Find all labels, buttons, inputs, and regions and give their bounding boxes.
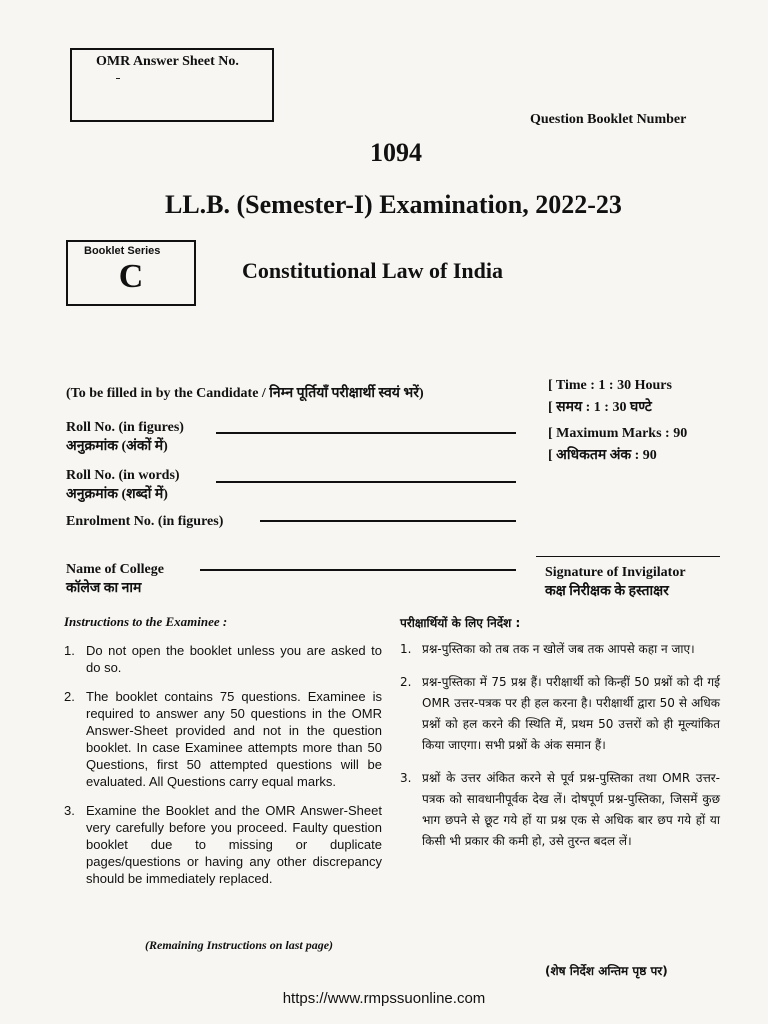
enrolment-label: Enrolment No. (in figures) xyxy=(66,514,224,529)
instruction-text: प्रश्न-पुस्तिका को तब तक न खोलें जब तक आपसे कहा न जाए। xyxy=(422,642,695,656)
roll-figures-field[interactable] xyxy=(216,432,516,434)
instruction-number: 1. xyxy=(64,643,75,658)
instruction-number: 3. xyxy=(400,771,412,785)
remaining-instructions-hi: (शेष निर्देश अन्तिम पृष्ठ पर) xyxy=(545,964,668,978)
booklet-code: 1094 xyxy=(370,138,422,167)
signature-label-hi: कक्ष निरीक्षक के हस्ताक्षर xyxy=(545,584,669,599)
instructions-hindi xyxy=(400,613,720,864)
instruction-number: 2. xyxy=(64,689,75,704)
college-label-hi: कॉलेज का नाम xyxy=(66,581,142,596)
instruction-item xyxy=(64,802,382,887)
instruction-text: The booklet contains 75 questions. Examinee is required to answer any 50 questions in the OMR Answer-Sheet provided and not in the question booklet. In case Examinee attempts more than 50 Questions, first 50 attempted questions will be evaluated. All Questions carry equal marks. xyxy=(86,689,382,789)
instruction-number: 3. xyxy=(64,803,75,818)
booklet-series-box xyxy=(66,240,196,306)
instructions-heading-hi: परीक्षार्थियों के लिए निर्देश : xyxy=(400,616,521,630)
roll-figures-label-hi: अनुक्रमांक (अंकों में) xyxy=(66,439,168,454)
roll-words-field[interactable] xyxy=(216,481,516,483)
instruction-item xyxy=(400,768,720,852)
instruction-text: Examine the Booklet and the OMR Answer-Sheet very carefully before you proceed. Faulty question booklet due to missing or duplicate pages/questions or having any other discrepancy should be immediately replaced. xyxy=(86,803,382,886)
fill-note: (To be filled in by the Candidate / निम्न पूर्तियाँ परीक्षार्थी स्वयं भरें) xyxy=(66,386,424,401)
booklet-series-value: C xyxy=(118,258,144,295)
instruction-number: 2. xyxy=(400,675,412,689)
omr-mark xyxy=(116,78,120,79)
instructions-english xyxy=(64,613,382,899)
question-booklet-number-label: Question Booklet Number xyxy=(530,112,687,127)
time-hi: [ समय : 1 : 30 घण्टे xyxy=(548,400,652,415)
signature-line[interactable] xyxy=(536,556,720,557)
instructions-heading-en: Instructions to the Examinee : xyxy=(64,614,228,629)
instruction-number: 1. xyxy=(400,642,412,656)
enrolment-field[interactable] xyxy=(260,520,516,522)
omr-answer-sheet-box xyxy=(70,48,274,122)
instruction-text: Do not open the booklet unless you are asked to do so. xyxy=(86,643,382,675)
college-label-en: Name of College xyxy=(66,562,164,577)
instruction-item xyxy=(64,642,382,676)
instruction-item xyxy=(400,639,720,660)
max-marks-en: [ Maximum Marks : 90 xyxy=(548,426,688,441)
college-label xyxy=(66,560,164,598)
subject-title: Constitutional Law of India xyxy=(242,258,504,283)
instruction-text: प्रश्न-पुस्तिका में 75 प्रश्न हैं। परीक्षार्थी को किन्हीं 50 प्रश्नों को दी गई OMR उत्तर-पत्रक पर ही हल करना है। परीक्षार्थी द्वारा 50 से अधिक प्रश्नों को हल करने की स्थिति में, प्रथम 50 उत्तरों को ही मूल्यांकित किया जाएगा। सभी प्रश्नों के अंक समान हैं। xyxy=(422,675,720,752)
time-en: [ Time : 1 : 30 Hours xyxy=(548,378,672,393)
footer-url: https://www.rmpssuonline.com xyxy=(282,990,486,1007)
instruction-item xyxy=(64,688,382,790)
college-field[interactable] xyxy=(200,569,516,571)
remaining-instructions-en: (Remaining Instructions on last page) xyxy=(145,938,334,952)
roll-figures-label xyxy=(66,418,184,456)
roll-words-label xyxy=(66,466,180,504)
omr-label: OMR Answer Sheet No. xyxy=(96,54,239,69)
invigilator-signature-label xyxy=(545,563,686,601)
roll-words-label-hi: अनुक्रमांक (शब्दों में) xyxy=(66,487,168,502)
instruction-text: प्रश्नों के उत्तर अंकित करने से पूर्व प्रश्न-पुस्तिका तथा OMR उत्तर-पत्रक को सावधानीपूर्वक देख लें। दोषपूर्ण प्रश्न-पुस्तिका, जिसमें कुछ भाग छपने से छूट गये हों या प्रश्न एक से अधिक बार छप गये हों या किसी भी प्रकार की कमी हो, उसे तुरन्त बदल लें। xyxy=(422,771,720,848)
roll-words-label-en: Roll No. (in words) xyxy=(66,468,180,483)
roll-figures-label-en: Roll No. (in figures) xyxy=(66,420,184,435)
booklet-series-label: Booklet Series xyxy=(84,245,161,257)
instruction-item xyxy=(400,672,720,756)
signature-label-en: Signature of Invigilator xyxy=(545,565,686,580)
exam-title: LL.B. (Semester-I) Examination, 2022-23 xyxy=(165,190,622,219)
max-marks-hi: [ अधिकतम अंक : 90 xyxy=(548,448,657,463)
